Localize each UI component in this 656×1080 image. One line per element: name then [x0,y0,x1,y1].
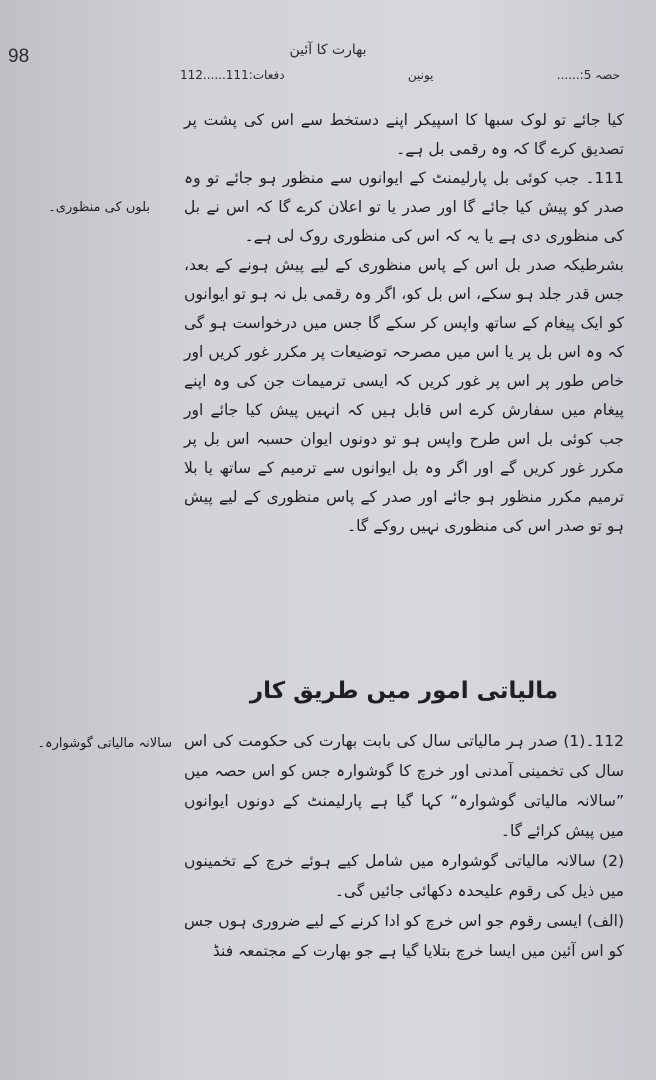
section-label: یونین [407,68,434,82]
part-label: حصہ 5:...... [556,68,620,82]
paragraph: 112۔(1) صدر ہر مالیاتی سال کی بابت بھارت کی حکومت کی اس سال کی تخمینی آمدنی اور خرچ کا گوشوارہ جس کو اس حصہ میں ”سالانہ مالیاتی گوشوارہ“ کہا گیا ہے پارلیمنٹ کے دونوں ایوانوں میں پیش کرائے گا۔ [184,732,624,840]
body-text [184,106,624,541]
running-title: بھارت کا آئین [289,42,367,58]
page-number: 98 [8,46,30,67]
articles-label: دفعات:111......112 [180,68,285,82]
paragraph: بشرطیکہ صدر بل اس کے پاس منظوری کے لیے پیش ہونے کے بعد، جس قدر جلد ہو سکے، اس بل کو، اگر وہ رقمی بل نہ ہو تو ایوانوں کو ایک پیغام کے ساتھ واپس کر سکے گا جس میں درخواست ہو گی کہ وہ اس بل پر یا اس میں مصرحہ توضیعات پر مکرر غور کریں اور خاص طور پر اس پر غور کریں کہ ایسی ترمیمات جن کی وہ اپنے پیغام میں سفارش کرے اس قابل ہیں کہ انہیں پیش کیا جائے اور جب کوئی بل اس طرح واپس ہو تو دونوں ایوان حسبہ اس بل پر مکرر غور کریں گے اور اگر وہ بل ایوانوں سے ترمیم کے ساتھ یا بلا ترمیم مکرر منظور ہو جائے اور صدر کے پاس منظوری کے لیے پیش ہو تو صدر اس کی منظوری نہیں روکے گا۔ [184,256,624,535]
margin-note-bills-assent: بلوں کی منظوری۔ [48,200,150,215]
paragraph: کیا جائے تو لوک سبھا کا اسپیکر اپنے دستخط سے اس کی پشت پر تصدیق کرے گا کہ وہ رقمی بل ہے۔ [184,111,624,158]
paragraph: (الف) ایسی رقوم جو اس خرچ کو ادا کرنے کے لیے ضروری ہوں جس کو اس آئین میں ایسا خرچ بتلایا گیا ہے جو بھارت کے مجتمعہ فنڈ [184,912,624,960]
paragraph: (2) سالانہ مالیاتی گوشوارہ میں شامل کیے ہوئے خرچ کے تخمینوں میں ذیل کی رقوم علیحدہ دکھائی جائیں گی۔ [184,852,624,900]
body-text-2 [184,726,624,966]
margin-note-annual-statement: سالانہ مالیاتی گوشوارہ۔ [37,736,172,751]
paragraph: 111۔ جب کوئی بل پارلیمنٹ کے ایوانوں سے منظور ہو جائے تو وہ صدر کو پیش کیا جائے گا اور صدر یا تو اعلان کرے گا کہ اس نے بل کی منظوری دی ہے یا یہ کہ اس کی منظوری روک لی ہے۔ [184,169,624,245]
running-header-meta [180,68,620,82]
section-heading: مالیاتی امور میں طریق کار [249,678,559,704]
